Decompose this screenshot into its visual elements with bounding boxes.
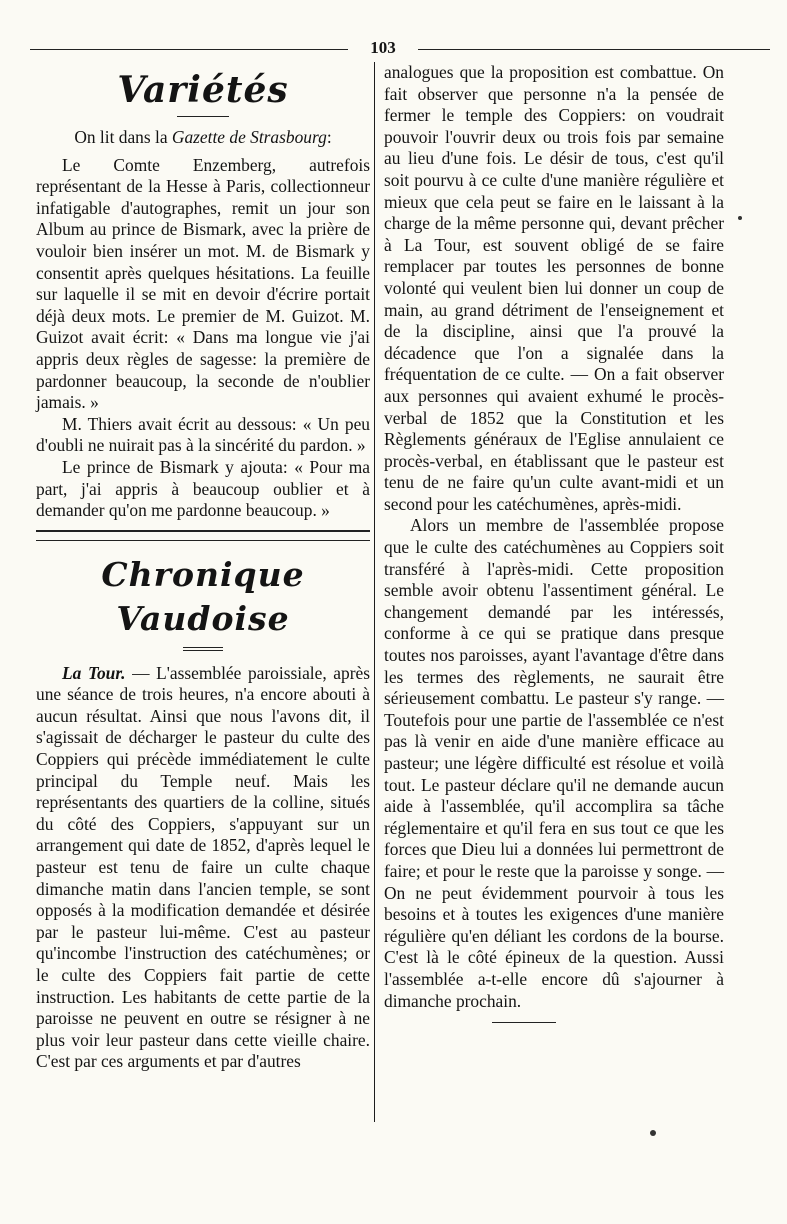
chronique-paragraph: Alors un membre de l'assemblée propose que le culte des catéchumènes au Coppiers soit transféré à l'après-midi. Cette proposition semble avoir obtenu l'assentiment général. Le changement demandé par les intéressés, conforme à ce qui se pratique dans presque toutes nos paroisses, ayant l'avantage d'être dans les termes des règlements, ne saurait être sérieusement combattu. Le pasteur s'y range. — Toutefois pour une partie de l'assemblée ce n'est pas là venir en aide d'une manière efficace au pasteur; une légère difficulté est résolue et voilà tout. Le pasteur déclare qu'il ne demande aucun aide à l'assemblée, qu'il accomplira sa tâche réglementaire et qu'il fera en sus tout ce que les forces que Dieu lui a données lui permettront de faire; et pour le reste que la paroisse y songe. — On ne peut évidemment pourvoir à tous les besoins et à toutes les exigences d'une manière régulière qu'en déliant les cordons de la bourse. C'est là le côté épineux de la question. Aussi l'assemblée a-t-elle encore dû s'ajourner à dimanche prochain. — [384, 515, 724, 1011]
right-column — [384, 62, 724, 1023]
intro-source: Gazette de Strasbourg — [171, 127, 327, 147]
ink-speck — [738, 216, 742, 220]
page-number: 103 — [370, 38, 396, 57]
ink-speck — [650, 1130, 656, 1136]
running-header — [30, 38, 770, 58]
heading-rule — [183, 647, 223, 651]
heading-rule — [177, 116, 229, 117]
latour-paragraph — [36, 663, 370, 1073]
varietes-paragraph: Le prince de Bismark y ajouta: « Pour ma part, j'ai appris à beaucoup oublier et à demander qu'on me pardonne beaucoup. » — [36, 456, 370, 521]
header-rule-right — [418, 49, 770, 50]
varietes-paragraph: Le Comte Enzemberg, autrefois représentant de la Hesse à Paris, collectionneur infatigable d'autographes, remit un jour son Album au prince de Bismark, avec la prière de vouloir bien insérer un mot. M. de Bismark y consentit après quelques hésitations. La feuille sur laquelle il se mit en devoir d'écrire portait déjà deux mots. Le premier de M. Guizot. M. Guizot avait écrit: « Dans ma longue vie j'ai appris deux règles de sagesse: la première de pardonner beaucoup, la seconde de n'oublier jamais. » — [36, 154, 370, 413]
varietes-heading: Variétés — [117, 69, 289, 111]
intro-prefix: On lit dans la — [74, 127, 172, 147]
latour-lead: La Tour. — [62, 662, 126, 683]
left-column — [36, 62, 370, 1073]
header-rule-left — [30, 49, 348, 50]
varietes-paragraph: M. Thiers avait écrit au dessous: « Un peu d'oubli ne nuirait pas à la sincérité du pardon. » — [36, 413, 370, 456]
intro-suffix: : — [326, 127, 332, 147]
section-separator — [36, 530, 370, 532]
section-separator-thin — [36, 540, 370, 541]
intro-line — [36, 127, 370, 149]
column-divider — [374, 62, 375, 1122]
chronique-continuation: analogues que la proposition est combattue. On fait observer que personne n'a la pensée de fermer le temple des Coppiers: on voudrait pouvoir l'ouvrir deux ou trois fois par semaine au lieu d'une fois. Le désir de tous, c'est qu'il soit pourvu à ce culte d'une manière régulière et mieux que cela peut se faire en le laissant à la charge de la même personne qui, devant prêcher à La Tour, est souvent obligé de se faire remplacer par toutes les personnes de bonne volonté qui veulent bien lui donner un coup de main, au grand détriment de l'enseignement et de la discipline, ainsi que l'a prouvé la décadence que l'on a signalée dans la fréquentation de ce culte. — On a fait observer aux personnes qui avaient exhumé le procès-verbal de 1852 que la Constitution et les Règlements généraux de l'Eglise annulaient ce procès-verbal, en établissant que le pasteur est tenu de ne faire qu'un culte avant-midi et un second pour les catéchumènes, après-midi. — [384, 62, 724, 514]
article-end-rule — [492, 1022, 556, 1023]
chronique-heading: Chronique Vaudoise — [101, 554, 305, 638]
latour-body: — L'assemblée paroissiale, après une séance de trois heures, n'a encore abouti à aucun résultat. Ainsi que nous l'avons dit, il s'agissait de décharger le pasteur du culte des Coppiers qui précède immédiatement le culte principal du Temple neuf. Mais les représentants des quartiers de la colline, situés du côté des Coppiers, s'appuyant sur un arrangement qui date de 1852, d'après lequel le pasteur est tenu de faire un culte chaque dimanche matin dans l'ancien temple, se sont opposés à la modification demandée et désirée par le pasteur lui-même. C'est au pasteur qu'incombe l'instruction des catéchumènes; or le culte des Coppiers fait partie de cette instruction. Les habitants de cette partie de la paroisse ne peuvent en outre se résigner à ne plus voir leur pasteur dans cette vieille chaire. C'est par ces arguments et par d'autres — [36, 662, 370, 1072]
